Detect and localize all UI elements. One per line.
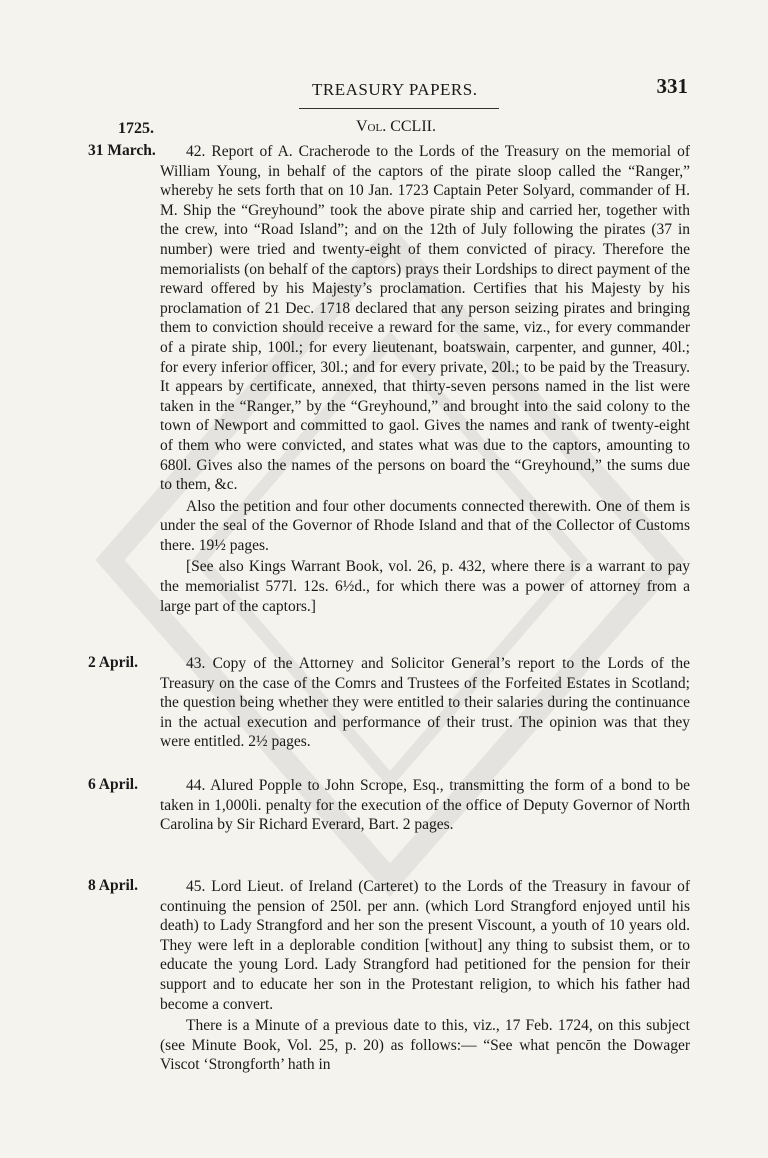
entry-paragraph: 42. Report of A. Cracherode to the Lords of the Treasury on the memorial of William Young, in behalf of the captors of the pirate sloop called the “Ranger,” whereby he sets forth that on 10 Jan. 1723 Captain Peter Solyard, commander of H. M. Ship the “Greyhound” took the above pirate ship and carried her, together with the crew, into “Road Island”; and on the 12th of July following the pirates (37 in number) were tried and twenty-eight of them convicted of piracy. Therefore the memorialists (on behalf of the captors) prays their Lordships to direct payment of the reward offered by his Majesty’s proclamation. Certifies that his Majesty by his proclamation of 21 Dec. 1718 declared that any person seizing pirates and bringing them to conviction should receive a reward for the same, viz., for every commander of a pirate ship, 100l.; for every lieutenant, boatswain, carpenter, and gunner, 40l.; for every inferior officer, 30l.; and for every private, 20l.; to be paid by the Treasury. It appears by certificate, annexed, that thirty-seven persons named in the list were taken in the “Ranger,” by the “Greyhound,” and brought into the said colony to the town of Newport and committed to gaol. Gives the names and rank of twenty-eight of them who were convicted, and states what was due to the captors, amounting to 680l. Gives also the names of the persons on board the “Greyhound,” the sums due to them, &c. — [160, 143, 690, 494]
volume-label: Vol. CCLII. — [356, 118, 436, 135]
page-number: 331 — [656, 74, 688, 98]
entry-date: 6 April. — [88, 776, 138, 793]
entry-date: 2 April. — [88, 654, 138, 671]
entry-paragraph: 43. Copy of the Attorney and Solicitor General’s report to the Lords of the Treasury on the case of the Comrs and Trustees of the Forfeited Estates in Scotland; the question being whether they were entitled to their salaries during the continuance in the actual execution and performance of their trust. The opinion was that they were entitled. 2½ pages. — [160, 655, 690, 751]
entry-paragraph: There is a Minute of a previous date to this, viz., 17 Feb. 1724, on this subject (see Minute Book, Vol. 25, p. 20) as follows:— “See what pencōn the Dowager Viscot ‘Strongforth’ hath in — [160, 1017, 690, 1074]
entry-body — [160, 142, 690, 616]
entry-paragraph: Also the petition and four other documents connected therewith. One of them is under the seal of the Governor of Rhode Island and that of the Collector of Customs there. 19½ pages. — [160, 497, 690, 554]
entry-paragraph: 45. Lord Lieut. of Ireland (Carteret) to the Lords of the Treasury in favour of continuing the pension of 250l. per ann. (which Lord Strangford enjoyed until his death) to Lady Strangford and her son the present Viscount, a youth of 10 years old. They were left in a deplorable condition [without] any thing to subsist them, or to educate the young Lord. Lady Strangford had petitioned for the pension for their support and to educate her son in the Protestant religion, to which his father had become a convert. — [160, 878, 690, 1013]
entry-paragraph: 44. Alured Popple to John Scrope, Esq., transmitting the form of a bond to be taken in 1,000li. penalty for the execution of the office of Deputy Governor of North Carolina by Sir Richard Everard, Bart. 2 pages. — [160, 777, 690, 834]
entry-body — [160, 776, 690, 835]
entry-body — [160, 877, 690, 1075]
header-rule — [299, 108, 499, 109]
entry-date: 31 March. — [88, 142, 156, 159]
running-title: TREASURY PAPERS. — [312, 80, 478, 99]
entry-date: 8 April. — [88, 877, 138, 894]
page-header — [0, 70, 768, 100]
year-label: 1725. — [118, 120, 154, 137]
entry-body — [160, 654, 690, 752]
entry-paragraph: [See also Kings Warrant Book, vol. 26, p. 432, where there is a warrant to pay the memorialist 577l. 12s. 6½d., for which there was a power of attorney from a large part of the captors.] — [160, 558, 690, 615]
